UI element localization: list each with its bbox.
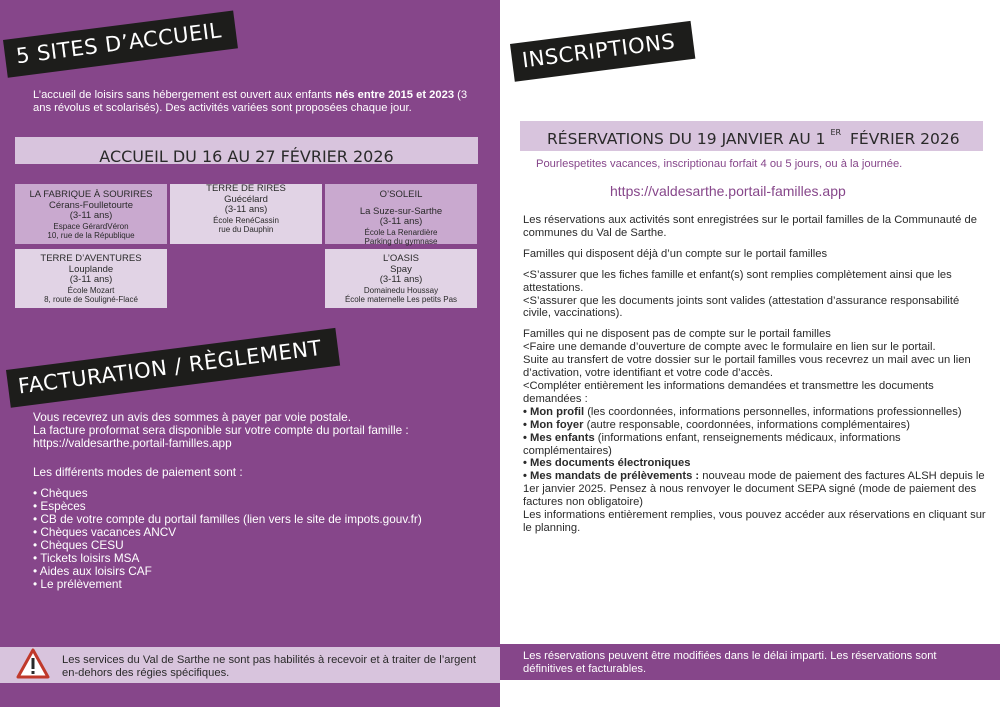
list-item: • Chèques CESU [33, 538, 124, 552]
site-town: Spay [390, 263, 412, 275]
list-item: • Chèques [33, 486, 88, 500]
inscriptions-body [523, 214, 988, 535]
site-town: Louplande [68, 263, 114, 275]
without-account-2: Suite au transfert de votre dossier sur le portail familles vous recevrez un mail avec un lien d’activation, votre identifiant et votre code d’accès. [523, 354, 971, 380]
reservations-header [520, 121, 983, 151]
final-paragraph: Les informations entièrement remplies, vous pouvez accéder aux réservations en cliquant sur le planning. [523, 509, 986, 534]
accueil-header: ACCUEIL DU 16 AU 27 FÉVRIER 2026 [15, 137, 478, 164]
warning-text: Les services du Val de Sarthe ne sont pas habilités à recevoir et à traiter de l’argent en-dehors des régies spécifiques. [62, 654, 476, 679]
sites-title: 5 SITES D’ACCUEIL [14, 18, 223, 69]
list-item: • Mon profil (les coordonnées, informations personnelles, informations professionnelles) [523, 405, 962, 418]
list-item: • Mon foyer (autre responsable, coordonnées, informations complémentaires) [523, 418, 910, 431]
resa-header-text: RÉSERVATIONS DU 19 JANVIER AU 1 [547, 130, 826, 148]
site-card-osoleil [325, 184, 477, 244]
list-item: • Le prélèvement [33, 577, 122, 591]
list-item: • Mes enfants (informations enfant, renseignements médicaux, informations complémentaires) [523, 431, 901, 457]
site-town: Guécélard [224, 193, 268, 205]
right-page [500, 0, 1000, 707]
site-age: (3-11 ans) [69, 274, 113, 285]
site-age: (3-11 ans) [69, 210, 113, 221]
list-item: • Aides aux loisirs CAF [33, 564, 152, 578]
intro-text-1: L’accueil de loisirs sans hébergement est ouvert aux enfants [33, 89, 336, 101]
warning-box [0, 647, 500, 683]
site-name: LA FABRIQUE À SOURIRES [29, 189, 153, 200]
site-age: (3-11 ans) [379, 274, 423, 285]
site-name: TERRE DE RIRES [206, 183, 286, 194]
fact-portal-url[interactable]: https://valdesarthe.portail-familles.app [33, 436, 232, 450]
inscriptions-title: INSCRIPTIONS [520, 29, 677, 73]
fact-line-2: La facture proformat sera disponible sur votre compte du portail famille : [33, 423, 409, 437]
inscriptions-title-banner [510, 21, 695, 82]
resa-header-sup: ER [830, 128, 842, 137]
site-town: La Suze-sur-Sarthe [359, 205, 443, 217]
list-item: • Espèces [33, 499, 86, 513]
without-account-1: <Faire une demande d’ouverture de compte avec le formulaire en lien sur le portail. [523, 341, 936, 354]
list-item: • Mes documents électroniques [523, 457, 691, 470]
reservations-footer: Les réservations peuvent être modifiées dans le délai imparti. Les réservations sont définitives et facturables. [500, 644, 1000, 680]
resa-header-text-end: FÉVRIER 2026 [850, 130, 960, 148]
facturation-title-banner [6, 328, 340, 408]
list-item: • CB de votre compte du portail familles (lien vers le site de impots.gouv.fr) [33, 512, 422, 526]
intro-text-2: (3 ans révolus et scolarisés). Des activités variées sont proposées chaque jour. [33, 89, 468, 114]
portal-url-link[interactable]: https://valdesarthe.portail-familles.app [610, 183, 846, 199]
site-address: 8, route de Souligné-Flacé [44, 295, 138, 304]
site-name: L’OASIS [383, 253, 419, 264]
site-card-fabrique [15, 184, 167, 244]
payment-list [33, 487, 473, 591]
site-school: École Mozart [67, 285, 115, 295]
facturation-text [33, 411, 473, 591]
list-item: • Chèques vacances ANCV [33, 525, 177, 539]
fact-line-1: Vous recevrez un avis des sommes à payer par voie postale. [33, 410, 352, 424]
sites-title-banner [3, 11, 238, 78]
site-school: École RenéCassin [213, 215, 279, 225]
site-address: Parking du gymnase [364, 237, 438, 246]
intro-paragraph [33, 89, 473, 114]
without-account-3: <Compléter entièrement les informations demandées et transmettre les documents demandées : [523, 379, 934, 405]
site-address: École maternelle Les petits Pas [344, 295, 458, 304]
site-address: rue du Dauphin [218, 225, 274, 234]
site-town: Cérans-Foulletourte [49, 199, 133, 211]
list-item: • Mes mandats de prélèvements : nouveau mode de paiement des factures ALSH depuis le 1er janvier 2025. Pensez à nous renvoyer le document SEPA signé (mode de paiement des factures non obligatoire) [523, 470, 985, 509]
conditions-text: Pourlespetites vacances, inscriptionau forfait 4 ou 5 jours, ou à la journée. [536, 158, 903, 170]
with-account-2: <S’assurer que les documents joints sont valides (attestation d’assurance responsabilité civile, vaccinations). [523, 294, 960, 320]
site-school: Domainedu Houssay [363, 285, 439, 295]
site-name: TERRE D’AVENTURES [40, 253, 142, 264]
paragraph-intro: Les réservations aux activités sont enregistrées sur le portail familles de la Communauté de communes du Val de Sarthe. [523, 214, 977, 239]
site-card-terre-de-rires [170, 184, 322, 244]
heading-without-account: Familles qui ne disposent pas de compte sur le portail familles [523, 328, 831, 341]
site-card-oasis [325, 249, 477, 308]
intro-text-bold: nés entre 2015 et 2023 [335, 89, 455, 101]
site-age: (3-11 ans) [224, 204, 268, 215]
site-card-terre-aventures [15, 249, 167, 308]
warning-triangle-icon [15, 647, 51, 681]
facturation-title: FACTURATION / RÈGLEMENT [16, 335, 323, 399]
site-address: 10, rue de la République [47, 231, 135, 240]
site-name: O’SOLEIL [379, 189, 423, 200]
payment-intro: Les différents modes de paiement sont : [33, 465, 243, 479]
heading-with-account: Familles qui disposent déjà d’un compte sur le portail familles [523, 247, 828, 260]
site-age: (3-11 ans) [379, 216, 423, 227]
site-school: Espace GérardVéron [53, 221, 129, 231]
list-item: • Tickets loisirs MSA [33, 551, 140, 565]
with-account-1: <S’assurer que les fiches famille et enfant(s) sont remplies complètement ainsi que les attestations. [523, 268, 952, 294]
site-school: École La Renardière [364, 227, 438, 237]
